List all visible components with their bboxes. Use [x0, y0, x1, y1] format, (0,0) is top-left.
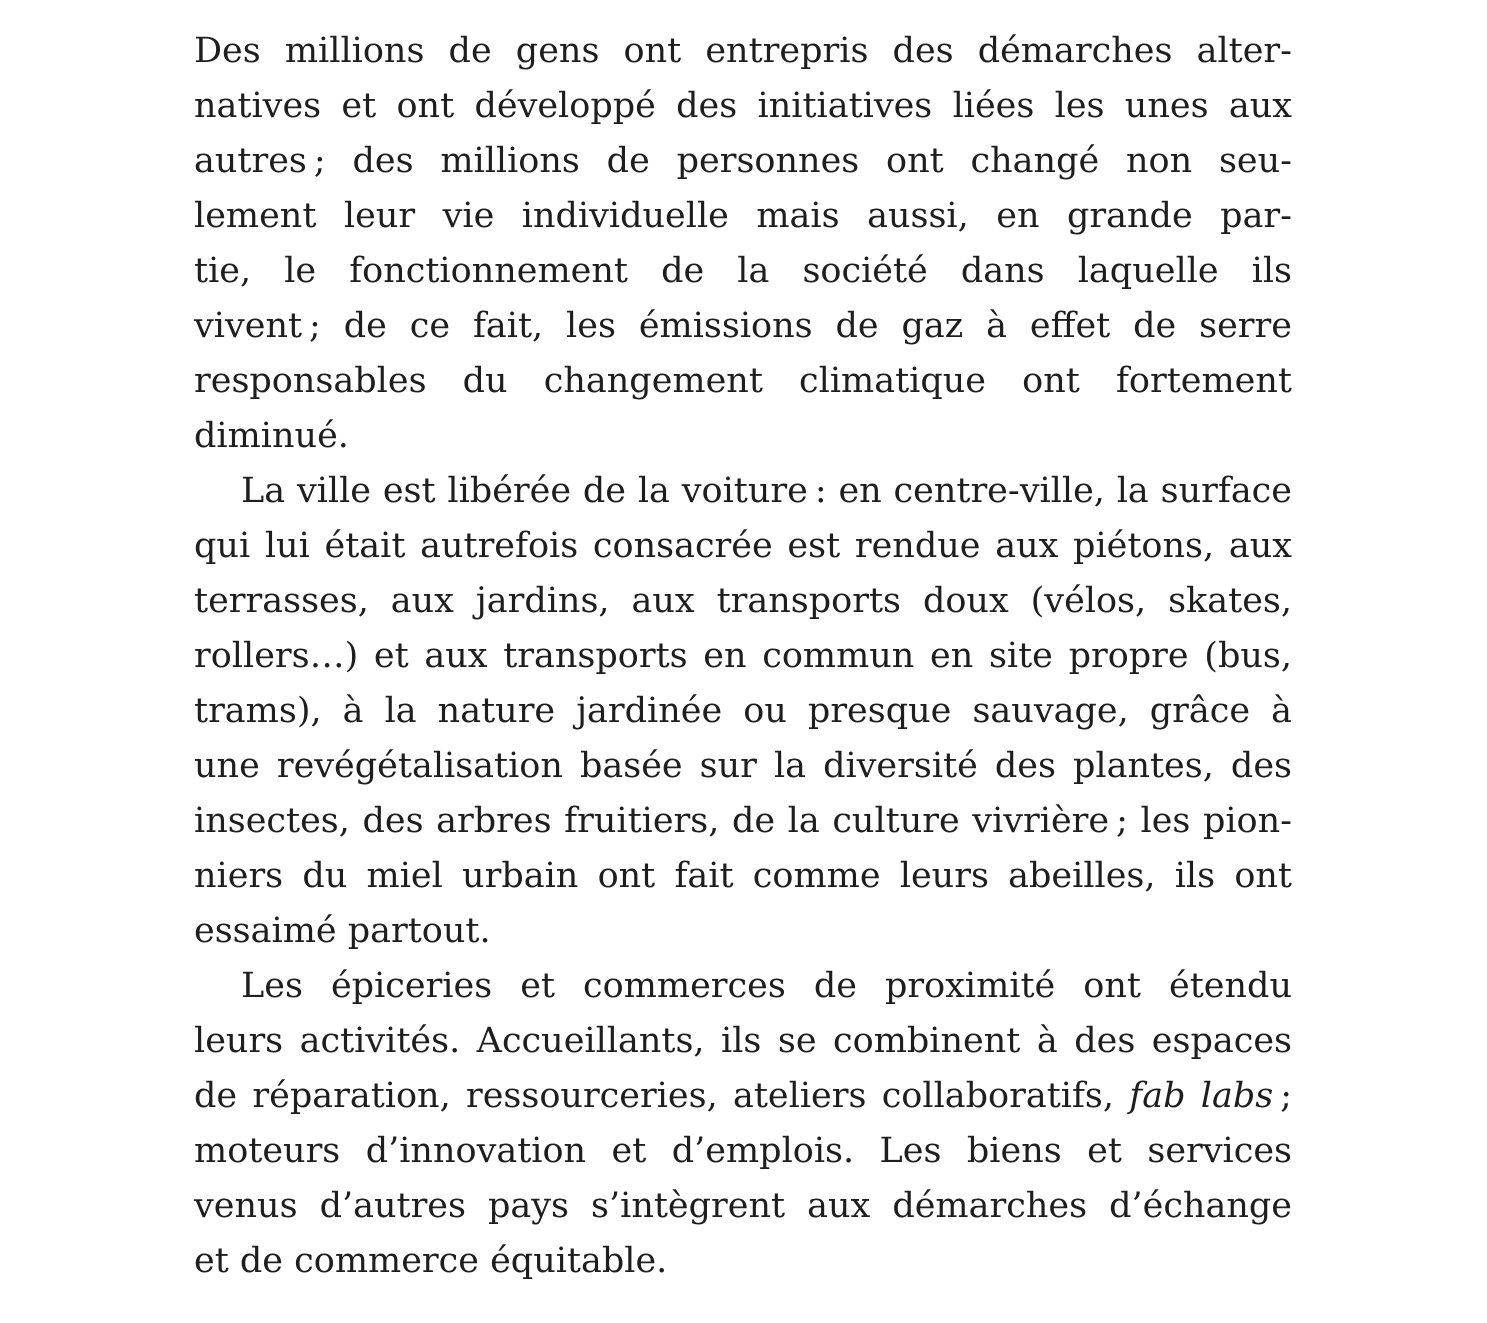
- text-line: et de commerce équitable.: [194, 1241, 668, 1281]
- text-line: leurs activités. Accueillants, ils se combinent à des espaces: [194, 1021, 1292, 1061]
- text-line: La ville est libérée de la voiture : en centre-ville, la surface: [241, 471, 1292, 511]
- text-line: tie, le fonctionnement de la société dans laquelle ils: [194, 251, 1292, 291]
- text-line: qui lui était autrefois consacrée est rendue aux piétons, aux: [194, 526, 1292, 566]
- text-segment: de réparation, ressourceries, ateliers collaboratifs,: [194, 1076, 1130, 1116]
- text-line: moteurs d’innovation et d’emplois. Les biens et services: [194, 1131, 1292, 1171]
- text-block: [194, 24, 1292, 1289]
- text-segment: ;: [1273, 1076, 1293, 1116]
- text-line: responsables du changement climatique ont fortement: [194, 361, 1292, 401]
- text-line: autres ; des millions de personnes ont changé non seu-: [194, 141, 1292, 181]
- text-line: diminué.: [194, 416, 349, 456]
- text-line: Les épiceries et commerces de proximité ont étendu: [241, 966, 1292, 1006]
- text-line: natives et ont développé des initiatives liées les unes aux: [194, 86, 1292, 126]
- paragraph-1: [194, 24, 1292, 464]
- text-line: essaimé partout.: [194, 911, 491, 951]
- text-line: insectes, des arbres fruitiers, de la culture vivrière ; les pion-: [194, 801, 1292, 841]
- text-line: trams), à la nature jardinée ou presque sauvage, grâce à: [194, 691, 1292, 731]
- italic-term: fab labs: [1129, 1076, 1274, 1116]
- text-line: terrasses, aux jardins, aux transports doux (vélos, skates,: [194, 581, 1292, 621]
- text-line: Des millions de gens ont entrepris des démarches alter-: [194, 31, 1292, 71]
- paragraph-2: [194, 464, 1292, 959]
- text-line: vivent ; de ce fait, les émissions de gaz à effet de serre: [194, 306, 1292, 346]
- text-line: une revégétalisation basée sur la diversité des plantes, des: [194, 746, 1292, 786]
- text-line: venus d’autres pays s’intègrent aux démarches d’échange: [194, 1186, 1292, 1226]
- text-line: rollers…) et aux transports en commun en site propre (bus,: [194, 636, 1292, 676]
- text-line: niers du miel urbain ont fait comme leurs abeilles, ils ont: [194, 856, 1292, 896]
- text-line: lement leur vie individuelle mais aussi, en grande par-: [194, 196, 1292, 236]
- paragraph-3: [194, 959, 1292, 1289]
- text-line-with-italic: [194, 1069, 1292, 1124]
